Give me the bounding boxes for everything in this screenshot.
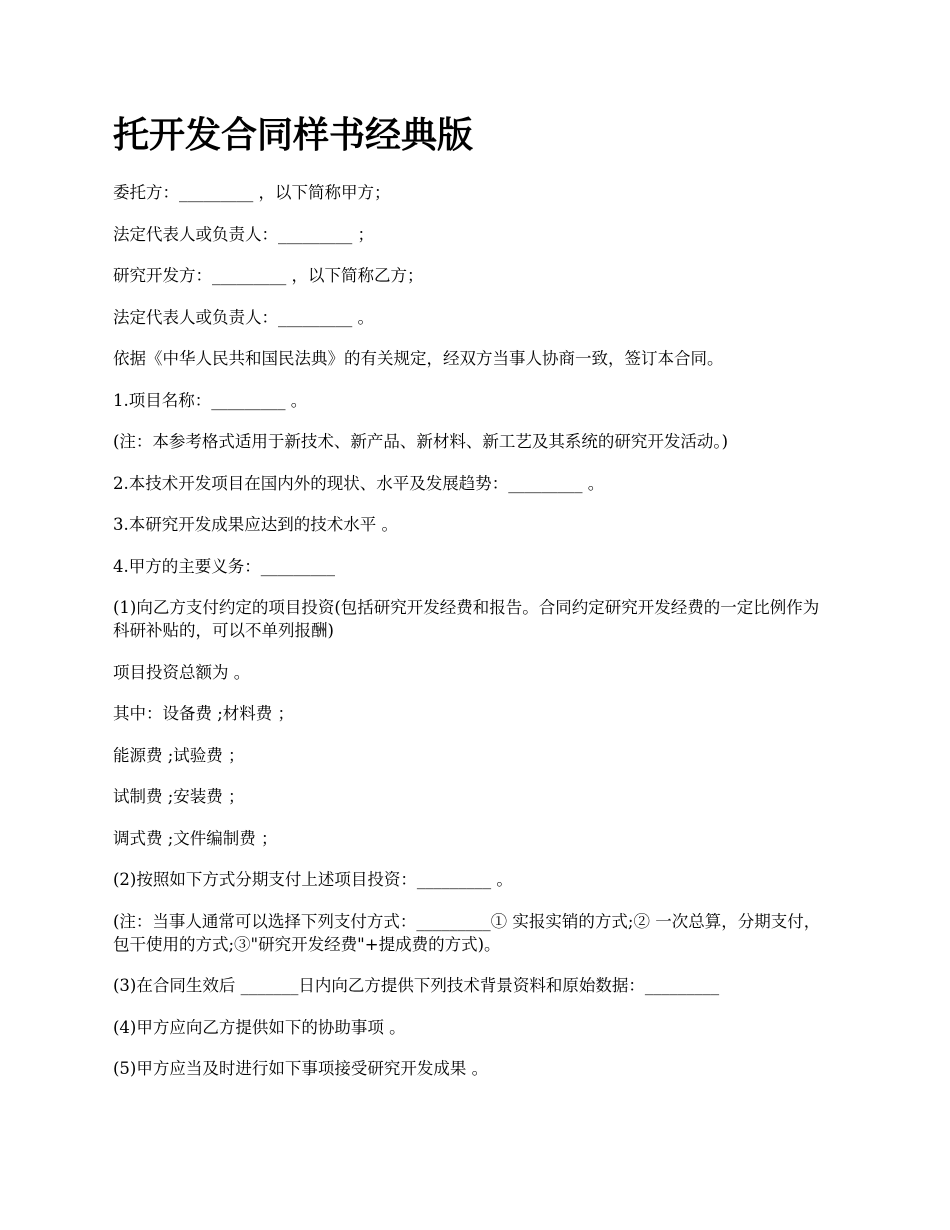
document-title: 托开发合同样书经典版 — [113, 115, 474, 156]
paragraph-cost-energy-test: 能源费 ;试验费 ； — [113, 745, 245, 765]
paragraph-obligation-2: (2)按照如下方式分期支付上述项目投资：_________ 。 — [113, 870, 513, 889]
paragraph-client-obligations: 4.甲方的主要义务：_________ — [113, 556, 335, 576]
paragraph-legal-basis: 依据《中华人民共和国民法典》的有关规定，经双方当事人协商一致，签订本合同。 — [113, 349, 724, 368]
paragraph-developer-representative: 法定代表人或负责人：_________ 。 — [113, 307, 374, 327]
paragraph-cost-debug-docs: 调式费 ;文件编制费 ； — [113, 828, 278, 848]
document-body — [113, 112, 835, 1099]
paragraph-current-status: 2.本技术开发项目在国内外的现状、水平及发展趋势：_________ 。 — [113, 473, 605, 493]
paragraph-total-investment: 项目投资总额为 。 — [113, 662, 251, 682]
paragraph-project-name: 1.项目名称：_________ 。 — [113, 390, 308, 410]
paragraph-note-scope: (注：本参考格式适用于新技术、新产品、新材料、新工艺及其系统的研究开发活动。) — [113, 432, 729, 451]
paragraph-developer: 研究开发方：_________ ，以下简称乙方； — [113, 266, 424, 285]
paragraph-technical-level: 3.本研究开发成果应达到的技术水平 。 — [113, 515, 398, 534]
paragraph-client-representative: 法定代表人或负责人：_________ ； — [113, 224, 374, 244]
paragraph-obligation-3: (3)在合同生效后 _______日内向乙方提供下列技术背景资料和原始数据：_________ — [113, 976, 720, 995]
paragraph-obligation-5: (5)甲方应当及时进行如下事项接受研究开发成果 。 — [113, 1059, 489, 1078]
paragraph-obligation-4: (4)甲方应向乙方提供如下的协助事项 。 — [113, 1017, 406, 1037]
paragraph-note-payment: (注：当事人通常可以选择下列支付方式：_________① 实报实销的方式;② 一次总算，分期支付，包干使用的方式;③"研究开发经费"+提成费的方式)。 — [113, 911, 821, 954]
paragraph-client: 委托方：_________ ，以下简称甲方； — [113, 183, 391, 202]
paragraph-cost-trial-install: 试制费 ;安装费 ； — [113, 787, 245, 806]
paragraph-obligation-1: (1)向乙方支付约定的项目投资(包括研究开发经费和报告。合同约定研究开发经费的一定比例作为科研补贴的，可以不单列报酬) — [113, 598, 820, 640]
paragraph-cost-equipment-material: 其中：设备费 ;材料费 ； — [113, 704, 295, 723]
